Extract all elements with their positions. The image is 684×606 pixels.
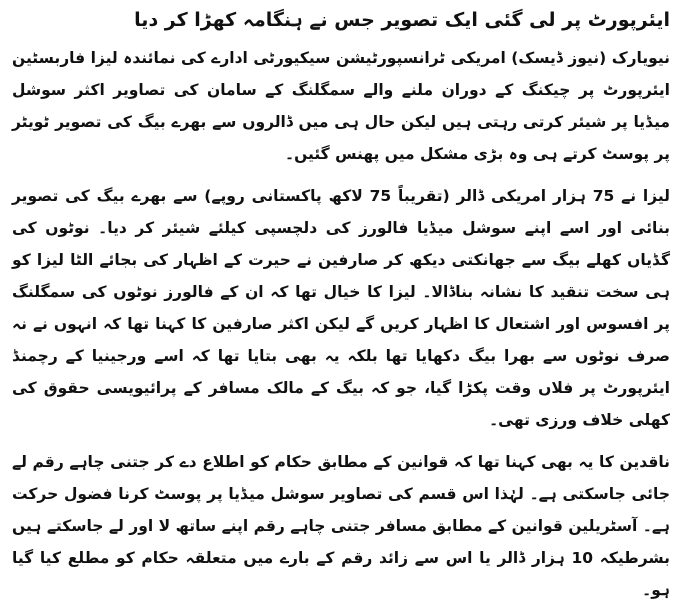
article-headline: ایئرپورٹ پر لی گئی ایک تصویر جس نے ہنگامہ کھڑا کر دیا bbox=[134, 9, 670, 31]
article-paragraph-2: لیزا نے 75 ہزار امریکی ڈالر (تقریباً 75 لاکھ پاکستانی روپے) سے بھرے بیگ کی تصویر بنائی اور اسے اپنے سوشل میڈیا فالورز کی دلچسپی کیلئے شیئر کر دیا۔ نوٹوں کی گڈیاں کھلے بیگ سے جھانکتی دیکھ کر صارفین نے حیرت کے اظہار کی بجائے الٹا لیزا کو ہی سخت تنقید کا نشانہ بناڈالا۔ لیزا کا خیال تھا کہ ان کے فالورز نوٹوں کی سمگلنگ پر افسوس اور اشتعال کا اظہار کریں گے لیکن اکثر صارفین کا کہنا تھا کہ انہوں نے نہ صرف نوٹوں سے بھرا بیگ دکھایا تھا بلکہ یہ بھی بتایا تھا کہ اسے ورجینیا کے رچمنڈ ایئرپورٹ پر فلاں وقت پکڑا گیا، جو کہ بیگ کے مالک مسافر کے پرائیویسی حقوق کی کھلی خلاف ورزی تھی۔ bbox=[12, 187, 671, 429]
article-paragraph-3: ناقدین کا یہ بھی کہنا تھا کہ قوانین کے مطابق حکام کو اطلاع دے کر جتنی چاہے رقم لے جائی جاسکتی ہے۔ لہٰذا اس قسم کی تصاویر سوشل میڈیا پر پوسٹ کرنا فضول حرکت ہے۔ آسٹریلین قوانین کے مطابق مسافر جتنی چاہے رقم اپنے ساتھ لا اور لے جاسکتے ہیں بشرطیکہ 10 ہزار ڈالر یا اس سے زائد رقم کے بارے میں متعلقہ حکام کو مطلع کیا گیا ہو۔ bbox=[12, 453, 670, 599]
article-paragraph-1: نیویارک (نیوز ڈیسک) امریکی ٹرانسپورٹیشن سیکیورٹی ادارے کی نمائندہ لیزا فاربسٹین ایئرپورٹ پر چیکنگ کے دوران ملنے والے سمگلنگ کے سامان کی تصاویر اکثر سوشل میڈیا پر شیئر کرتی رہتی ہیں لیکن حال ہی میں ڈالروں سے بھرے بیگ کی تصویر ٹویٹر پر پوسٹ کرتے ہی وہ بڑی مشکل میں پھنس گئیں۔ bbox=[12, 49, 670, 163]
